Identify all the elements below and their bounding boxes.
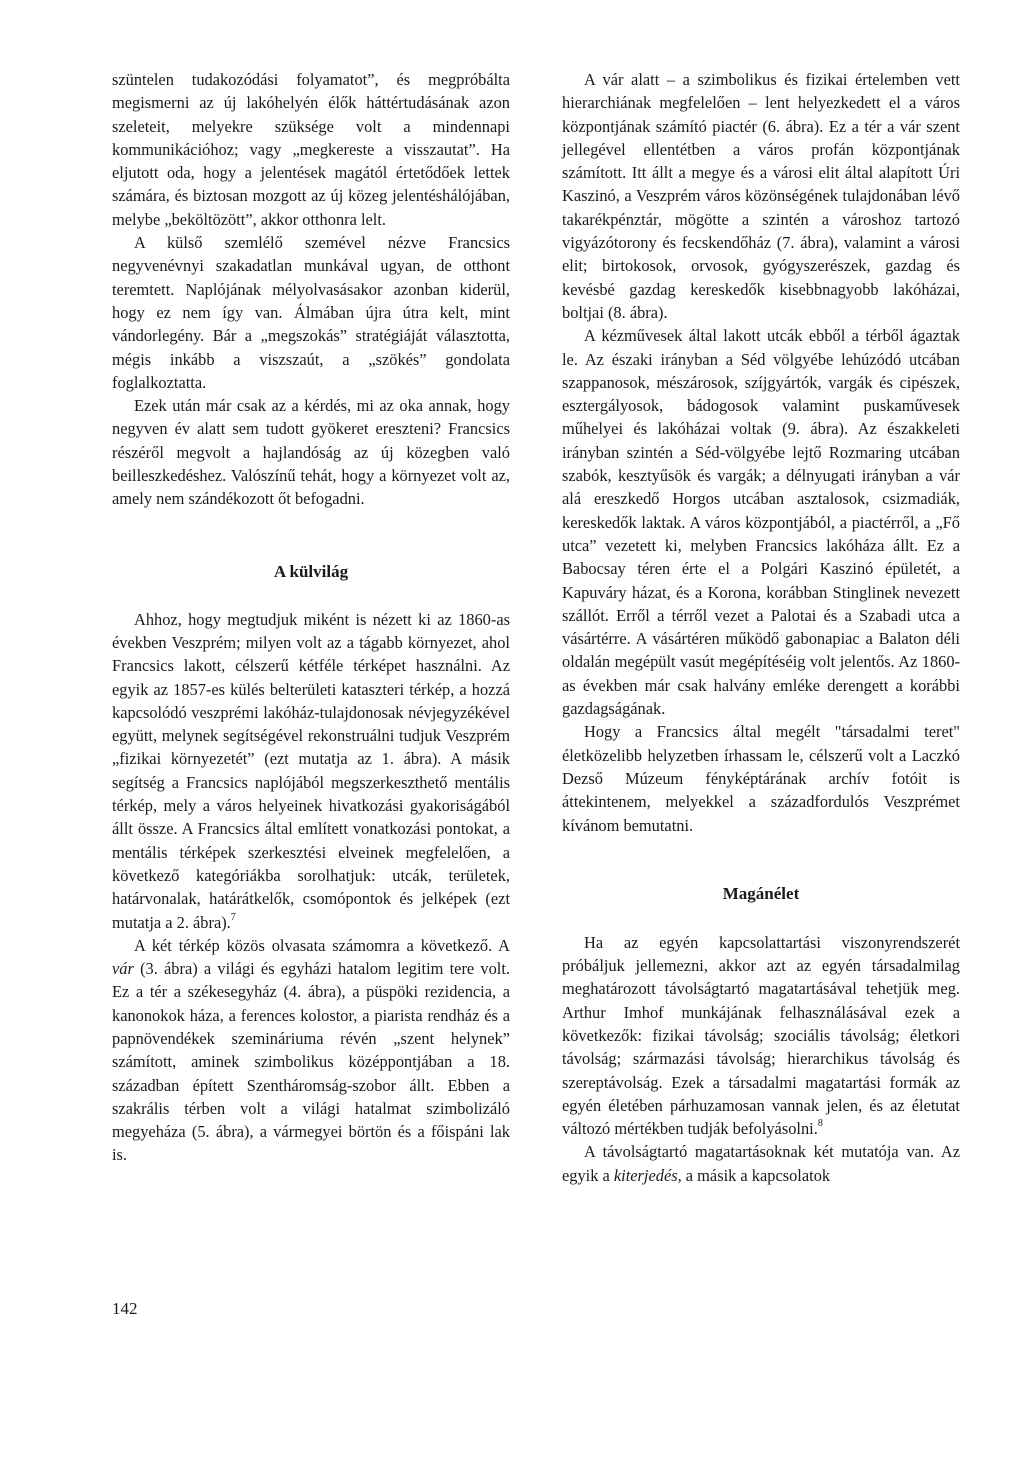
paragraph bbox=[112, 608, 510, 934]
paragraph bbox=[562, 931, 960, 1141]
paragraph: Hogy a Francsics által megélt "társadalmi teret" életközelibb helyzetben írhassam le, célszerű volt a Laczkó Dezső Múzeum fényképtárának archív fotóit is áttekintenem, melyekkel a századfordulós Veszprémet kívánom bemutatni. bbox=[562, 722, 960, 835]
paragraph: A vár alatt – a szimbolikus és fizikai értelemben vett hierarchiának megfelelően – lent helyezkedett el a város központjának számító piactér (6. ábra). Ez a tér a vár szent jellegével ellentétben a város profán központjának számított. Itt állt a megye és a városi elit által alapított Úri Kaszinó, a Veszprém város közönségének tulajdonában lévő takarékpénztár, mögötte a szintén a városhoz tartozó vigyázótorony és fecskendőház (7. ábra), valamint a városi elit; birtokosok, orvosok, gyógyszerészek, gazdag és kevésbé gazdag kereskedők kisebbnagyobb lakóházai, boltjai (8. ábra). bbox=[562, 70, 960, 322]
paragraph: A külső szemlélő szemével nézve Francsics negyvenévnyi szakadatlan munkával ugyan, de otthont teremtett. Naplójának mélyolvasásakor azonban kiderül, hogy ez nem így van. Álmában újra útra kelt, mint vándorlegény. Bár a „megszokás” stratégiáját választotta, mégis inkább a viszszaút, a „szökés” gondolata foglalkoztatta. bbox=[112, 233, 510, 392]
left-column bbox=[112, 68, 510, 1167]
paragraph bbox=[112, 934, 510, 1167]
footnote-marker: 7 bbox=[230, 911, 236, 923]
paragraph: szüntelen tudakozódási folyamatot”, és megpróbálta megismerni az új lakóhelyén élők háttértudásának azon szeleteit, melyekre szüksége volt a mindennapi kommunikációhoz; vagy „megkereste a visszautat”. Ha eljutott oda, hogy a jelentések magától értetődőek lettek számára, és biztosan mozgott az új közeg jelentéshálójában, melybe „beköltözött”, akkor otthonra lelt. bbox=[112, 70, 510, 229]
paragraph: A kézművesek által lakott utcák ebből a térből ágaztak le. Az északi irányban a Séd völgyébe lehúzódó utcában szappanosok, mészárosok, szíjgyártók, vargák és cipészek, esztergályosok, bádogosok valamint puskaművesek műhelyei és lakóházai voltak (9. ábra). Az északkeleti irányban szintén a Séd-völgyébe lejtő Rozmaring utcában szabók, kesztyűsök és vargák; a délnyugati irányban a vár alá ereszkedő Horgos utcában asztalosok, csizmadiák, kereskedők laktak. A város központjából, a piactérről, a „Fő utca” vezetett ki, melyben Francsics lakóháza állt. Ez a Babocsay téren érte el a Polgári Kaszinó épületét, a Kapuváry házat, és a Korona, korábban Stinglinek nevezett szállót. Erről a térről vezet a Palotai és a Szabadi utca a vásártérre. A vásártéren működő gabonapiac a Balaton déli oldalán megépült vasút megépítéséig volt jelentős. Az 1860-as években már csak halvány emléke derengett a korábbi gazdagságának. bbox=[562, 326, 960, 719]
emphasis-text: kiterjedés, bbox=[613, 1165, 682, 1185]
paragraph-text: (3. ábra) a világi és egyházi hatalom legitim tere volt. Ez a tér a székesegyház (4. ábra), a püspöki rezidencia, a kanonokok háza, a ferences kolostor, a piarista rendház és a papnövendékek szemináriuma révén „szent helynek” számított, aminek szimbolikus középpontjában a 18. században épített Szentháromság-szobor állt. Ebben a szakrális térben volt a világi hatalmat szimbolizáló megyeháza (5. ábra), a vármegyei börtön és a főispáni lak is. bbox=[112, 959, 510, 1165]
section-heading-kulvilag: A külvilág bbox=[273, 561, 349, 581]
emphasis-text: vár bbox=[112, 959, 134, 979]
paragraph-text: Ahhoz, hogy megtudjuk miként is nézett ki az 1860-as években Veszprém; milyen volt az a tágabb környezet, ahol Francsics lakott, célszerű kétféle térképet használni. Az egyik az 1857-es külés belterületi kataszteri térkép, a hozzá kapcsolódó veszprémi lakóház-tulajdonosak névjegyzékével együtt, melynek segítségével rekonstruálni tudjuk Veszprém „fizikai környezetét” (ezt mutatja az 1. ábra). A másik segítség a Francsics naplójából megszerkeszthető mentális térkép, mely a város helyeinek hivatkozási gyakoriságából állt össze. A Francsics által említett vonatkozási pontokat, a mentális térképek szerkesztési elveinek megfelelően, a következő kategóriákba sorolhatjuk: utcák, területek, határvonalak, határátkelők, csomópontok és jelképek (ezt mutatja a 2. ábra). bbox=[112, 609, 510, 932]
paragraph-text: A távolságtartó magatartásoknak két mutatója van. Az egyik a bbox=[562, 1142, 960, 1185]
paragraph-text: Ha az egyén kapcsolattartási viszonyrendszerét próbáljuk jellemezni, akkor azt az egyén társadalmilag meghatározott távolságtartó magatartásával tehetjük meg. Arthur Imhof munkájának felhasználásával ezek a következők: fizikai távolság; szociális távolság; életkori távolság; származási távolság; hierarchikus távolság és szereptávolság. Ezek a társadalmi magatartási formák az egyén életében párhuzamosan vannak jelen, és az életutat változó mértékben tudják befolyásolni. bbox=[562, 932, 960, 1139]
paragraph bbox=[562, 1140, 960, 1187]
paragraph: Ezek után már csak az a kérdés, mi az oka annak, hogy negyven év alatt sem tudott gyökeret ereszteni? Francsics részéről megvolt a hajlandóság az új közegben való beilleszkedéshez. Valószínű tehát, hogy a környezet volt az, amely nem szándékozott őt befogadni. bbox=[112, 396, 510, 509]
page-number: 142 bbox=[112, 1299, 138, 1318]
paragraph-text: a másik a kapcsolatok bbox=[681, 1165, 831, 1185]
paragraph-text: A két térkép közös olvasata számomra a következő. A bbox=[134, 935, 510, 955]
right-column bbox=[562, 68, 960, 1187]
section-heading-maganelet: Magánélet bbox=[722, 883, 800, 903]
footnote-marker: 8 bbox=[817, 1118, 823, 1130]
